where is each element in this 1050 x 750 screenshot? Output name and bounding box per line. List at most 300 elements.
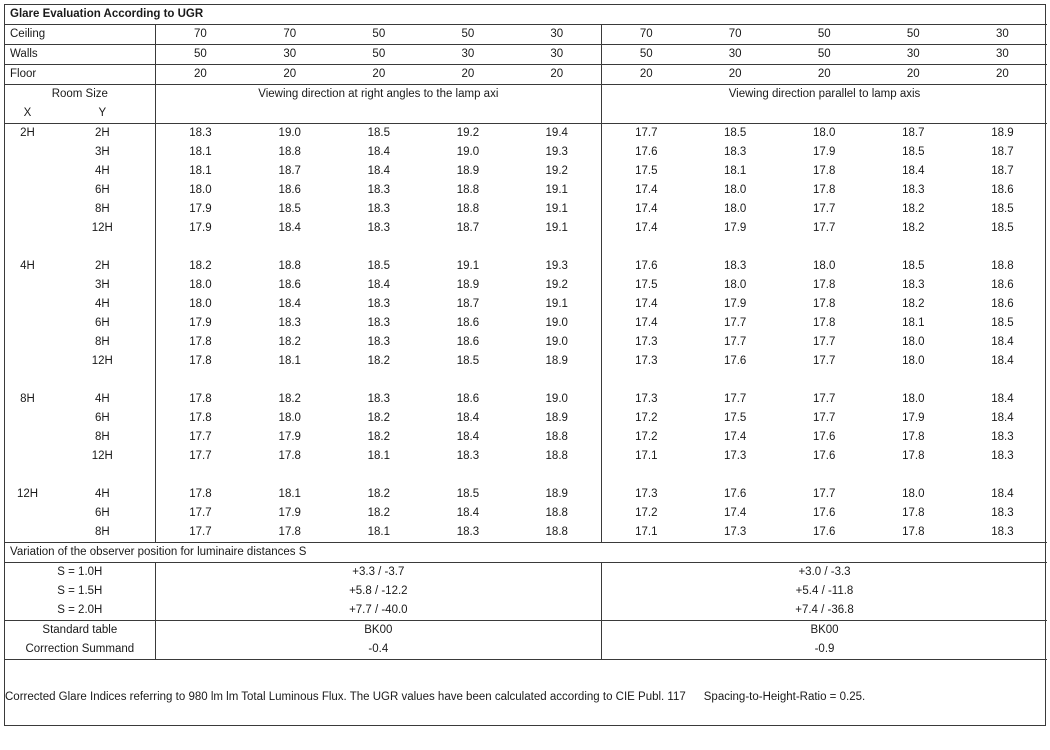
- ugr-value: 17.7: [635, 127, 658, 139]
- ugr-value: 18.8: [991, 260, 1014, 272]
- ugr-value: 18.1: [278, 488, 301, 500]
- ugr-value: 17.5: [635, 165, 658, 177]
- ugr-value: 17.7: [189, 450, 212, 462]
- ugr-value: 18.1: [189, 165, 212, 177]
- ugr-value: 18.3: [456, 450, 480, 462]
- ugr-value: 17.1: [635, 450, 658, 462]
- ugr-value: 18.4: [991, 488, 1014, 500]
- ugr-value: 18.9: [512, 409, 601, 428]
- ugr-value: 17.3: [635, 355, 658, 367]
- ugr-value: 18.6: [278, 279, 301, 291]
- room-x-label: 4H: [20, 260, 35, 272]
- room-y-label: 8H: [50, 523, 155, 543]
- ugr-value: 18.8: [512, 428, 601, 447]
- ugr-value: 18.2: [367, 507, 391, 519]
- walls-value: 50: [780, 45, 869, 65]
- ugr-value: 17.3: [635, 488, 658, 500]
- ugr-value: 17.2: [635, 412, 658, 424]
- data-row: [5, 333, 1047, 352]
- ugr-value: 19.2: [512, 162, 601, 181]
- ugr-value: 18.3: [189, 127, 212, 139]
- ugr-value: 18.4: [456, 507, 480, 519]
- ugr-value: 18.3: [278, 317, 301, 329]
- ugr-value: 18.1: [367, 450, 391, 462]
- ugr-value: 17.8: [902, 431, 925, 443]
- ugr-value: 17.8: [189, 488, 212, 500]
- ugr-value: 17.7: [813, 412, 836, 424]
- ceiling-value: 70: [691, 25, 780, 45]
- variation-label: S = 1.5H: [5, 582, 155, 601]
- room-x-label: 8H: [20, 393, 35, 405]
- spacing-height-ratio: Spacing-to-Height-Ratio = 0.25.: [703, 691, 866, 703]
- data-row: [5, 124, 1047, 144]
- data-row: [5, 276, 1047, 295]
- ugr-value: 18.4: [367, 165, 391, 177]
- ugr-value: 19.1: [456, 260, 480, 272]
- ugr-value: 17.8: [189, 336, 212, 348]
- variation-parallel-value: +3.0 / -3.3: [798, 566, 851, 578]
- correction-summand-label: Correction Summand: [5, 640, 155, 660]
- ugr-value: 17.7: [813, 355, 836, 367]
- ugr-value: 17.3: [691, 523, 780, 543]
- standard-table-row: [5, 621, 1047, 641]
- ugr-value: 18.0: [902, 355, 925, 367]
- ugr-value: 19.3: [512, 143, 601, 162]
- variation-header-row: [5, 543, 1047, 563]
- ugr-value: 18.3: [423, 523, 512, 543]
- ugr-value: 17.6: [723, 488, 747, 500]
- ugr-value: 17.9: [723, 298, 747, 310]
- ceiling-value: 30: [512, 25, 601, 45]
- variation-perpendicular-value: +7.7 / -40.0: [155, 601, 601, 621]
- ugr-value: 17.4: [635, 317, 658, 329]
- group-spacer: [5, 466, 1047, 485]
- ugr-value: 18.3: [958, 523, 1047, 543]
- axis-header-row: [5, 104, 1047, 124]
- ugr-value: 17.8: [902, 450, 925, 462]
- section-header-row: [5, 85, 1047, 105]
- variation-header: Variation of the observer position for luminaire distances S: [5, 543, 1047, 563]
- room-y-label: 6H: [50, 181, 155, 200]
- room-y-label: 4H: [50, 295, 155, 314]
- ceiling-value: 70: [245, 25, 334, 45]
- ugr-value: 17.9: [813, 146, 836, 158]
- ceiling-value: 70: [602, 25, 691, 45]
- data-row: [5, 485, 1047, 504]
- variation-parallel-value: +7.4 / -36.8: [602, 601, 1047, 621]
- room-y-label: 4H: [50, 390, 155, 409]
- correction-summand-parallel: -0.9: [602, 640, 1047, 660]
- ugr-value: 17.8: [278, 450, 301, 462]
- room-y-label: 3H: [50, 276, 155, 295]
- ugr-value: 18.0: [189, 298, 212, 310]
- ugr-value: 18.3: [367, 393, 391, 405]
- row-label-ceiling: Ceiling: [5, 25, 155, 45]
- data-row: [5, 143, 1047, 162]
- room-y-label: 8H: [50, 333, 155, 352]
- group-header-parallel: Viewing direction parallel to lamp axis: [728, 88, 921, 100]
- ugr-value: 18.6: [278, 184, 301, 196]
- ugr-value: 18.4: [367, 279, 391, 291]
- standard-table-parallel: BK00: [810, 624, 839, 636]
- row-label-floor: Floor: [5, 65, 155, 85]
- floor-value: 20: [691, 65, 780, 85]
- variation-parallel-value: +5.4 / -11.8: [795, 585, 854, 597]
- ugr-value: 17.2: [635, 431, 658, 443]
- ugr-value: 17.7: [723, 393, 747, 405]
- variation-label: S = 2.0H: [5, 601, 155, 621]
- walls-value: 30: [512, 45, 601, 65]
- reflectance-row-ceiling: [5, 25, 1047, 45]
- ugr-value: 18.3: [902, 279, 925, 291]
- ugr-value: 18.3: [723, 260, 747, 272]
- ugr-value: 18.5: [367, 260, 391, 272]
- ugr-value: 19.3: [512, 257, 601, 276]
- axis-x-header: X: [5, 104, 50, 124]
- ugr-value: 18.5: [456, 488, 480, 500]
- ugr-value: 18.2: [367, 488, 391, 500]
- ugr-value: 17.9: [189, 222, 212, 234]
- ugr-value: 18.6: [991, 184, 1014, 196]
- room-y-label: 4H: [50, 485, 155, 504]
- walls-value: 30: [691, 45, 780, 65]
- ugr-value: 17.6: [635, 260, 658, 272]
- variation-label: S = 1.0H: [5, 563, 155, 583]
- ugr-value: 17.8: [813, 165, 836, 177]
- ugr-value: 18.0: [723, 279, 747, 291]
- walls-value: 30: [245, 45, 334, 65]
- ugr-value: 17.4: [635, 298, 658, 310]
- correction-summand-perpendicular: -0.4: [155, 640, 601, 660]
- variation-row: [5, 582, 1047, 601]
- ugr-value: 17.7: [189, 507, 212, 519]
- ugr-value: 17.7: [813, 336, 836, 348]
- ugr-value: 18.5: [902, 260, 925, 272]
- ugr-value: 18.3: [367, 336, 391, 348]
- variation-perpendicular-value: +3.3 / -3.7: [155, 563, 601, 583]
- ugr-value: 18.0: [278, 412, 301, 424]
- ugr-value: 18.2: [902, 222, 925, 234]
- ugr-value: 18.9: [456, 165, 480, 177]
- ugr-value: 18.4: [456, 431, 480, 443]
- ugr-value: 17.9: [902, 412, 925, 424]
- ugr-value: 18.0: [902, 488, 925, 500]
- ugr-value: 18.8: [512, 447, 601, 466]
- ugr-value: 18.5: [456, 355, 480, 367]
- data-row: [5, 447, 1047, 466]
- ugr-value: 18.8: [512, 523, 601, 543]
- ugr-value: 17.8: [869, 523, 958, 543]
- room-y-label: 2H: [50, 124, 155, 144]
- ugr-value: 18.5: [902, 146, 925, 158]
- walls-value: 50: [155, 45, 245, 65]
- ugr-value: 17.6: [723, 355, 747, 367]
- ugr-value: 18.9: [512, 352, 601, 371]
- floor-value: 20: [780, 65, 869, 85]
- room-y-label: 6H: [50, 314, 155, 333]
- ugr-value: 18.2: [189, 260, 212, 272]
- variation-row: [5, 601, 1047, 621]
- ugr-value: 18.2: [278, 336, 301, 348]
- room-y-label: 6H: [50, 504, 155, 523]
- data-row: [5, 428, 1047, 447]
- ugr-value: 17.7: [723, 317, 747, 329]
- ugr-value: 18.0: [813, 260, 836, 272]
- ugr-value: 18.3: [367, 298, 391, 310]
- ugr-value: 17.3: [723, 450, 747, 462]
- data-row: [5, 295, 1047, 314]
- ugr-value: 17.8: [902, 507, 925, 519]
- data-row: [5, 523, 1047, 543]
- group-header-perpendicular: Viewing direction at right angles to the lamp axi: [155, 85, 601, 105]
- ugr-value: 18.3: [367, 222, 391, 234]
- ugr-value: 18.6: [456, 393, 480, 405]
- ugr-value: 18.2: [367, 431, 391, 443]
- ugr-value: 18.4: [456, 412, 480, 424]
- group-spacer: [5, 238, 1047, 257]
- ugr-value: 17.4: [723, 431, 747, 443]
- standard-table-perpendicular: BK00: [155, 621, 601, 641]
- ugr-value: 17.5: [635, 279, 658, 291]
- ugr-value: 18.4: [278, 222, 301, 234]
- data-row: [5, 409, 1047, 428]
- ugr-value: 17.7: [813, 203, 836, 215]
- reflectance-row-walls: [5, 45, 1047, 65]
- ugr-value: 18.4: [902, 165, 925, 177]
- ugr-value: 17.8: [813, 184, 836, 196]
- ugr-value: 18.3: [367, 184, 391, 196]
- ugr-value: 18.7: [991, 146, 1014, 158]
- ugr-value: 17.9: [189, 203, 212, 215]
- ugr-value: 18.0: [902, 393, 925, 405]
- ugr-value: 18.8: [512, 504, 601, 523]
- ugr-value: 18.7: [278, 165, 301, 177]
- floor-value: 20: [155, 65, 245, 85]
- data-row: [5, 219, 1047, 238]
- room-y-label: 8H: [50, 200, 155, 219]
- data-row: [5, 181, 1047, 200]
- ugr-value: 18.8: [278, 260, 301, 272]
- ugr-value: 18.0: [813, 127, 836, 139]
- ugr-table: [5, 5, 1047, 660]
- ugr-value: 18.3: [902, 184, 925, 196]
- room-y-label: 6H: [50, 409, 155, 428]
- data-row: [5, 257, 1047, 276]
- page-title: Glare Evaluation According to UGR: [5, 5, 1047, 25]
- ugr-value: 18.3: [991, 507, 1014, 519]
- ugr-value: 18.9: [991, 127, 1014, 139]
- ugr-value: 17.6: [813, 431, 836, 443]
- ugr-value: 18.1: [723, 165, 747, 177]
- ugr-value: 18.1: [278, 355, 301, 367]
- ugr-value: 18.5: [278, 203, 301, 215]
- ugr-value: 18.5: [367, 127, 391, 139]
- room-x-label: 12H: [16, 488, 39, 500]
- ugr-value: 18.9: [456, 279, 480, 291]
- ugr-value: 17.6: [635, 146, 658, 158]
- ugr-value: 18.0: [189, 184, 212, 196]
- ugr-value: 17.7: [813, 393, 836, 405]
- ugr-value: 19.4: [512, 124, 601, 144]
- ugr-value: 17.4: [635, 222, 658, 234]
- ugr-value: 18.0: [902, 336, 925, 348]
- ugr-value: 17.9: [278, 431, 301, 443]
- ugr-value: 18.3: [367, 203, 391, 215]
- ugr-value: 17.8: [189, 412, 212, 424]
- table-frame: [4, 4, 1046, 726]
- walls-value: 50: [334, 45, 423, 65]
- ugr-value: 18.6: [456, 317, 480, 329]
- ugr-value: 19.2: [512, 276, 601, 295]
- ugr-value: 18.4: [278, 298, 301, 310]
- data-row: [5, 504, 1047, 523]
- floor-value: 20: [245, 65, 334, 85]
- ugr-value: 18.2: [367, 412, 391, 424]
- ugr-value: 19.0: [278, 127, 301, 139]
- ugr-value: 19.1: [512, 200, 601, 219]
- walls-value: 50: [602, 45, 691, 65]
- ugr-value: 17.9: [278, 507, 301, 519]
- ugr-value: 17.8: [189, 393, 212, 405]
- ugr-value: 17.4: [635, 203, 658, 215]
- ugr-value: 18.0: [723, 184, 747, 196]
- room-y-label: 3H: [50, 143, 155, 162]
- room-y-label: 2H: [50, 257, 155, 276]
- ugr-value: 19.0: [456, 146, 480, 158]
- ugr-value: 18.6: [991, 279, 1014, 291]
- ugr-value: 18.6: [991, 298, 1014, 310]
- walls-value: 30: [869, 45, 958, 65]
- walls-value: 30: [423, 45, 512, 65]
- ceiling-value: 70: [155, 25, 245, 45]
- ugr-value: 17.8: [189, 355, 212, 367]
- ugr-value: 17.7: [723, 336, 747, 348]
- ugr-value: 18.4: [991, 393, 1014, 405]
- ugr-value: 17.8: [813, 279, 836, 291]
- ugr-value: 18.4: [991, 355, 1014, 367]
- ugr-value: 18.4: [991, 412, 1014, 424]
- ugr-value: 18.4: [991, 336, 1014, 348]
- ugr-value: 18.1: [189, 146, 212, 158]
- room-y-label: 12H: [50, 219, 155, 238]
- ugr-value: 18.1: [334, 523, 423, 543]
- ugr-value: 17.8: [813, 298, 836, 310]
- ugr-value: 18.9: [512, 485, 601, 504]
- ugr-value: 18.3: [367, 317, 391, 329]
- ugr-value: 18.7: [902, 127, 925, 139]
- data-row: [5, 352, 1047, 371]
- ugr-value: 18.2: [902, 203, 925, 215]
- floor-value: 20: [602, 65, 691, 85]
- ugr-value: 17.9: [189, 317, 212, 329]
- ceiling-value: 50: [334, 25, 423, 45]
- variation-perpendicular-value: +5.8 / -12.2: [155, 582, 601, 601]
- ugr-value: 19.0: [512, 333, 601, 352]
- ceiling-value: 30: [958, 25, 1047, 45]
- ugr-value: 18.3: [991, 450, 1014, 462]
- ugr-value: 17.7: [813, 222, 836, 234]
- ugr-value: 18.7: [991, 165, 1014, 177]
- ugr-value: 17.8: [813, 317, 836, 329]
- room-y-label: 12H: [50, 352, 155, 371]
- ugr-value: 18.2: [278, 393, 301, 405]
- ceiling-value: 50: [423, 25, 512, 45]
- ugr-value: 18.0: [189, 279, 212, 291]
- ugr-value: 18.5: [723, 127, 747, 139]
- floor-value: 20: [958, 65, 1047, 85]
- ugr-value: 18.8: [456, 184, 480, 196]
- group-spacer: [5, 371, 1047, 390]
- ugr-value: 18.8: [278, 146, 301, 158]
- axis-y-header: Y: [50, 104, 155, 124]
- ugr-value: 17.3: [635, 393, 658, 405]
- ugr-value: 17.5: [723, 412, 747, 424]
- ugr-value: 17.2: [635, 507, 658, 519]
- ugr-value: 18.3: [991, 431, 1014, 443]
- footer-text: Corrected Glare Indices referring to 980 lm lm Total Luminous Flux. The UGR values have been calculated according to CIE Publ. 117: [5, 691, 686, 703]
- correction-summand-row: [5, 640, 1047, 660]
- ugr-value: 19.2: [456, 127, 480, 139]
- room-x-label: 2H: [20, 127, 35, 139]
- ugr-value: 18.1: [902, 317, 925, 329]
- ugr-value: 19.0: [512, 314, 601, 333]
- ugr-value: 18.5: [991, 317, 1014, 329]
- room-size-header: Room Size: [5, 85, 155, 105]
- data-row: [5, 390, 1047, 409]
- ceiling-value: 50: [869, 25, 958, 45]
- ugr-value: 17.7: [813, 488, 836, 500]
- standard-table-label: Standard table: [5, 621, 155, 641]
- row-label-walls: Walls: [5, 45, 155, 65]
- room-y-label: 4H: [50, 162, 155, 181]
- ugr-value: 18.0: [723, 203, 747, 215]
- ugr-value: 18.7: [456, 222, 480, 234]
- ugr-value: 18.5: [991, 203, 1014, 215]
- ugr-value: 18.6: [456, 336, 480, 348]
- ugr-value: 19.1: [512, 295, 601, 314]
- ugr-value: 19.0: [512, 390, 601, 409]
- floor-value: 20: [512, 65, 601, 85]
- floor-value: 20: [334, 65, 423, 85]
- ugr-value: 17.7: [189, 431, 212, 443]
- ugr-value: 18.8: [456, 203, 480, 215]
- data-row: [5, 314, 1047, 333]
- ugr-value: 17.9: [723, 222, 747, 234]
- variation-row: [5, 563, 1047, 583]
- ugr-value: 17.6: [813, 450, 836, 462]
- data-row: [5, 162, 1047, 181]
- ugr-value: 18.7: [456, 298, 480, 310]
- ugr-value: 18.4: [367, 146, 391, 158]
- ugr-value: 17.4: [635, 184, 658, 196]
- ugr-value: 18.5: [991, 222, 1014, 234]
- ugr-value: 17.8: [245, 523, 334, 543]
- ugr-value: 17.3: [635, 336, 658, 348]
- ugr-value: 18.2: [902, 298, 925, 310]
- walls-value: 30: [958, 45, 1047, 65]
- ugr-value: 19.1: [512, 181, 601, 200]
- ugr-value: 17.7: [155, 523, 245, 543]
- ugr-value: 17.1: [602, 523, 691, 543]
- floor-value: 20: [423, 65, 512, 85]
- ugr-value: 17.4: [723, 507, 747, 519]
- ugr-value: 17.6: [780, 523, 869, 543]
- ceiling-value: 50: [780, 25, 869, 45]
- room-y-label: 12H: [50, 447, 155, 466]
- floor-value: 20: [869, 65, 958, 85]
- reflectance-row-floor: [5, 65, 1047, 85]
- title-row: [5, 5, 1047, 25]
